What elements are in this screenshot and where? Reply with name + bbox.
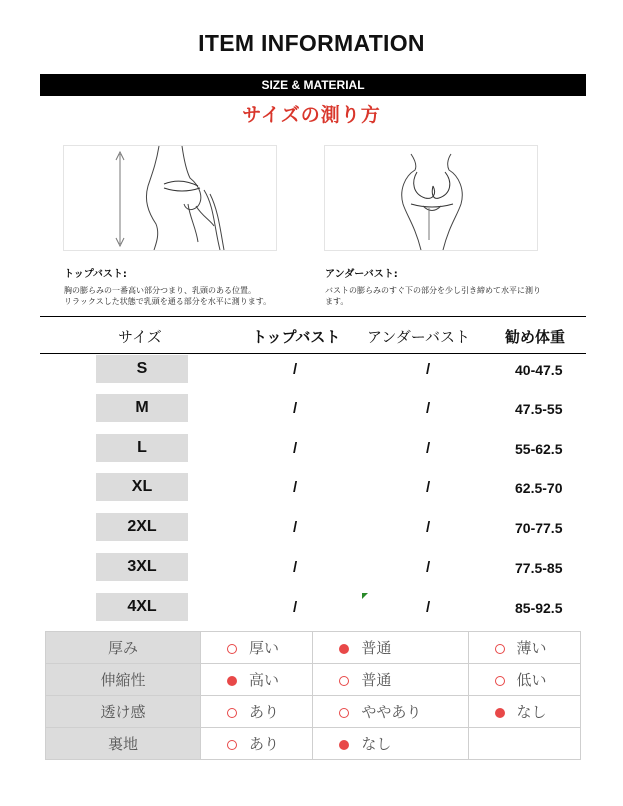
material-option xyxy=(468,696,580,728)
material-label: 厚み xyxy=(46,632,201,664)
material-label: 裏地 xyxy=(46,728,201,760)
under-bust-value: / xyxy=(426,479,431,496)
material-row-stretch xyxy=(46,664,581,696)
material-label: 透け感 xyxy=(46,696,201,728)
material-option-empty xyxy=(468,728,580,760)
unselected-dot-icon xyxy=(227,740,237,750)
top-bust-value: / xyxy=(293,479,298,496)
table-header-rule xyxy=(40,353,586,354)
top-bust-value: / xyxy=(293,519,298,536)
weight-value: 85-92.5 xyxy=(515,600,563,616)
weight-value: 70-77.5 xyxy=(515,520,563,536)
table-top-rule xyxy=(40,316,586,317)
page-title: ITEM INFORMATION xyxy=(198,30,425,56)
material-option xyxy=(468,632,580,664)
under-bust-illustration xyxy=(324,145,538,251)
under-bust-desc-line1: バストの膨らみのすぐ下の部分を少し引き締めて水平に測り xyxy=(325,286,541,295)
top-bust-illustration xyxy=(63,145,277,251)
under-bust-value: / xyxy=(426,519,431,536)
top-bust-value: / xyxy=(293,361,298,378)
option-text: 薄い xyxy=(516,639,547,657)
size-cell-xl: XL xyxy=(96,473,188,501)
top-bust-desc-line2: リラックスした状態で乳頭を通る部分を水平に測ります。 xyxy=(64,297,272,306)
selected-dot-icon xyxy=(339,740,349,750)
unselected-dot-icon xyxy=(339,708,349,718)
option-text: 低い xyxy=(516,671,547,689)
size-cell-2xl: 2XL xyxy=(96,513,188,541)
top-bust-value: / xyxy=(293,599,298,616)
under-bust-desc-line2: ます。 xyxy=(325,297,349,306)
header-size: サイズ xyxy=(118,328,162,346)
material-option xyxy=(201,728,313,760)
option-text: あり xyxy=(249,703,280,721)
unselected-dot-icon xyxy=(339,676,349,686)
material-option xyxy=(313,632,468,664)
weight-value: 55-62.5 xyxy=(515,441,563,457)
option-text: 高い xyxy=(249,671,280,689)
top-bust-caption-desc xyxy=(64,285,314,307)
under-bust-caption-title: アンダーバスト: xyxy=(325,269,398,280)
option-text: なし xyxy=(361,735,392,753)
material-row-thickness xyxy=(46,632,581,664)
top-bust-value: / xyxy=(293,440,298,457)
unselected-dot-icon xyxy=(495,644,505,654)
option-text: ややあり xyxy=(361,703,422,721)
material-row-lining xyxy=(46,728,581,760)
header-top-bust: トップバスト xyxy=(252,328,341,346)
option-text: 厚い xyxy=(249,639,280,657)
material-option xyxy=(468,664,580,696)
top-bust-desc-line1: 胸の膨らみの一番高い部分つまり、乳頭のある位置。 xyxy=(64,286,256,295)
under-bust-value: / xyxy=(426,559,431,576)
size-cell-3xl: 3XL xyxy=(96,553,188,581)
option-text: あり xyxy=(249,735,280,753)
option-text: 普通 xyxy=(361,639,392,657)
top-bust-value: / xyxy=(293,400,298,417)
material-option xyxy=(201,632,313,664)
header-weight: 勧め体重 xyxy=(505,328,566,346)
weight-value: 40-47.5 xyxy=(515,362,563,378)
top-bust-caption-title: トップバスト: xyxy=(64,269,127,280)
under-bust-value: / xyxy=(426,440,431,457)
material-option xyxy=(313,664,468,696)
weight-value: 62.5-70 xyxy=(515,480,563,496)
top-bust-value: / xyxy=(293,559,298,576)
material-option xyxy=(313,696,468,728)
size-cell-m: M xyxy=(96,394,188,422)
header-under-bust: アンダーバスト xyxy=(367,328,471,346)
material-row-sheerness xyxy=(46,696,581,728)
under-bust-value: / xyxy=(426,400,431,417)
under-bust-caption-desc xyxy=(325,285,575,307)
size-cell-l: L xyxy=(96,434,188,462)
selected-dot-icon xyxy=(227,676,237,686)
under-bust-value: / xyxy=(426,361,431,378)
how-to-measure-heading: サイズの測り方 xyxy=(242,104,381,126)
material-option xyxy=(201,664,313,696)
material-option xyxy=(201,696,313,728)
weight-value: 77.5-85 xyxy=(515,560,563,576)
section-bar: SIZE & MATERIAL xyxy=(40,74,586,96)
size-cell-s: S xyxy=(96,355,188,383)
under-bust-value: / xyxy=(426,599,431,616)
option-text: なし xyxy=(516,703,547,721)
weight-value: 47.5-55 xyxy=(515,401,563,417)
material-label: 伸縮性 xyxy=(46,664,201,696)
unselected-dot-icon xyxy=(227,644,237,654)
option-text: 普通 xyxy=(361,671,392,689)
corner-mark xyxy=(362,593,368,599)
selected-dot-icon xyxy=(339,644,349,654)
material-table xyxy=(45,631,581,760)
unselected-dot-icon xyxy=(227,708,237,718)
unselected-dot-icon xyxy=(495,676,505,686)
size-cell-4xl: 4XL xyxy=(96,593,188,621)
selected-dot-icon xyxy=(495,708,505,718)
material-option xyxy=(313,728,468,760)
